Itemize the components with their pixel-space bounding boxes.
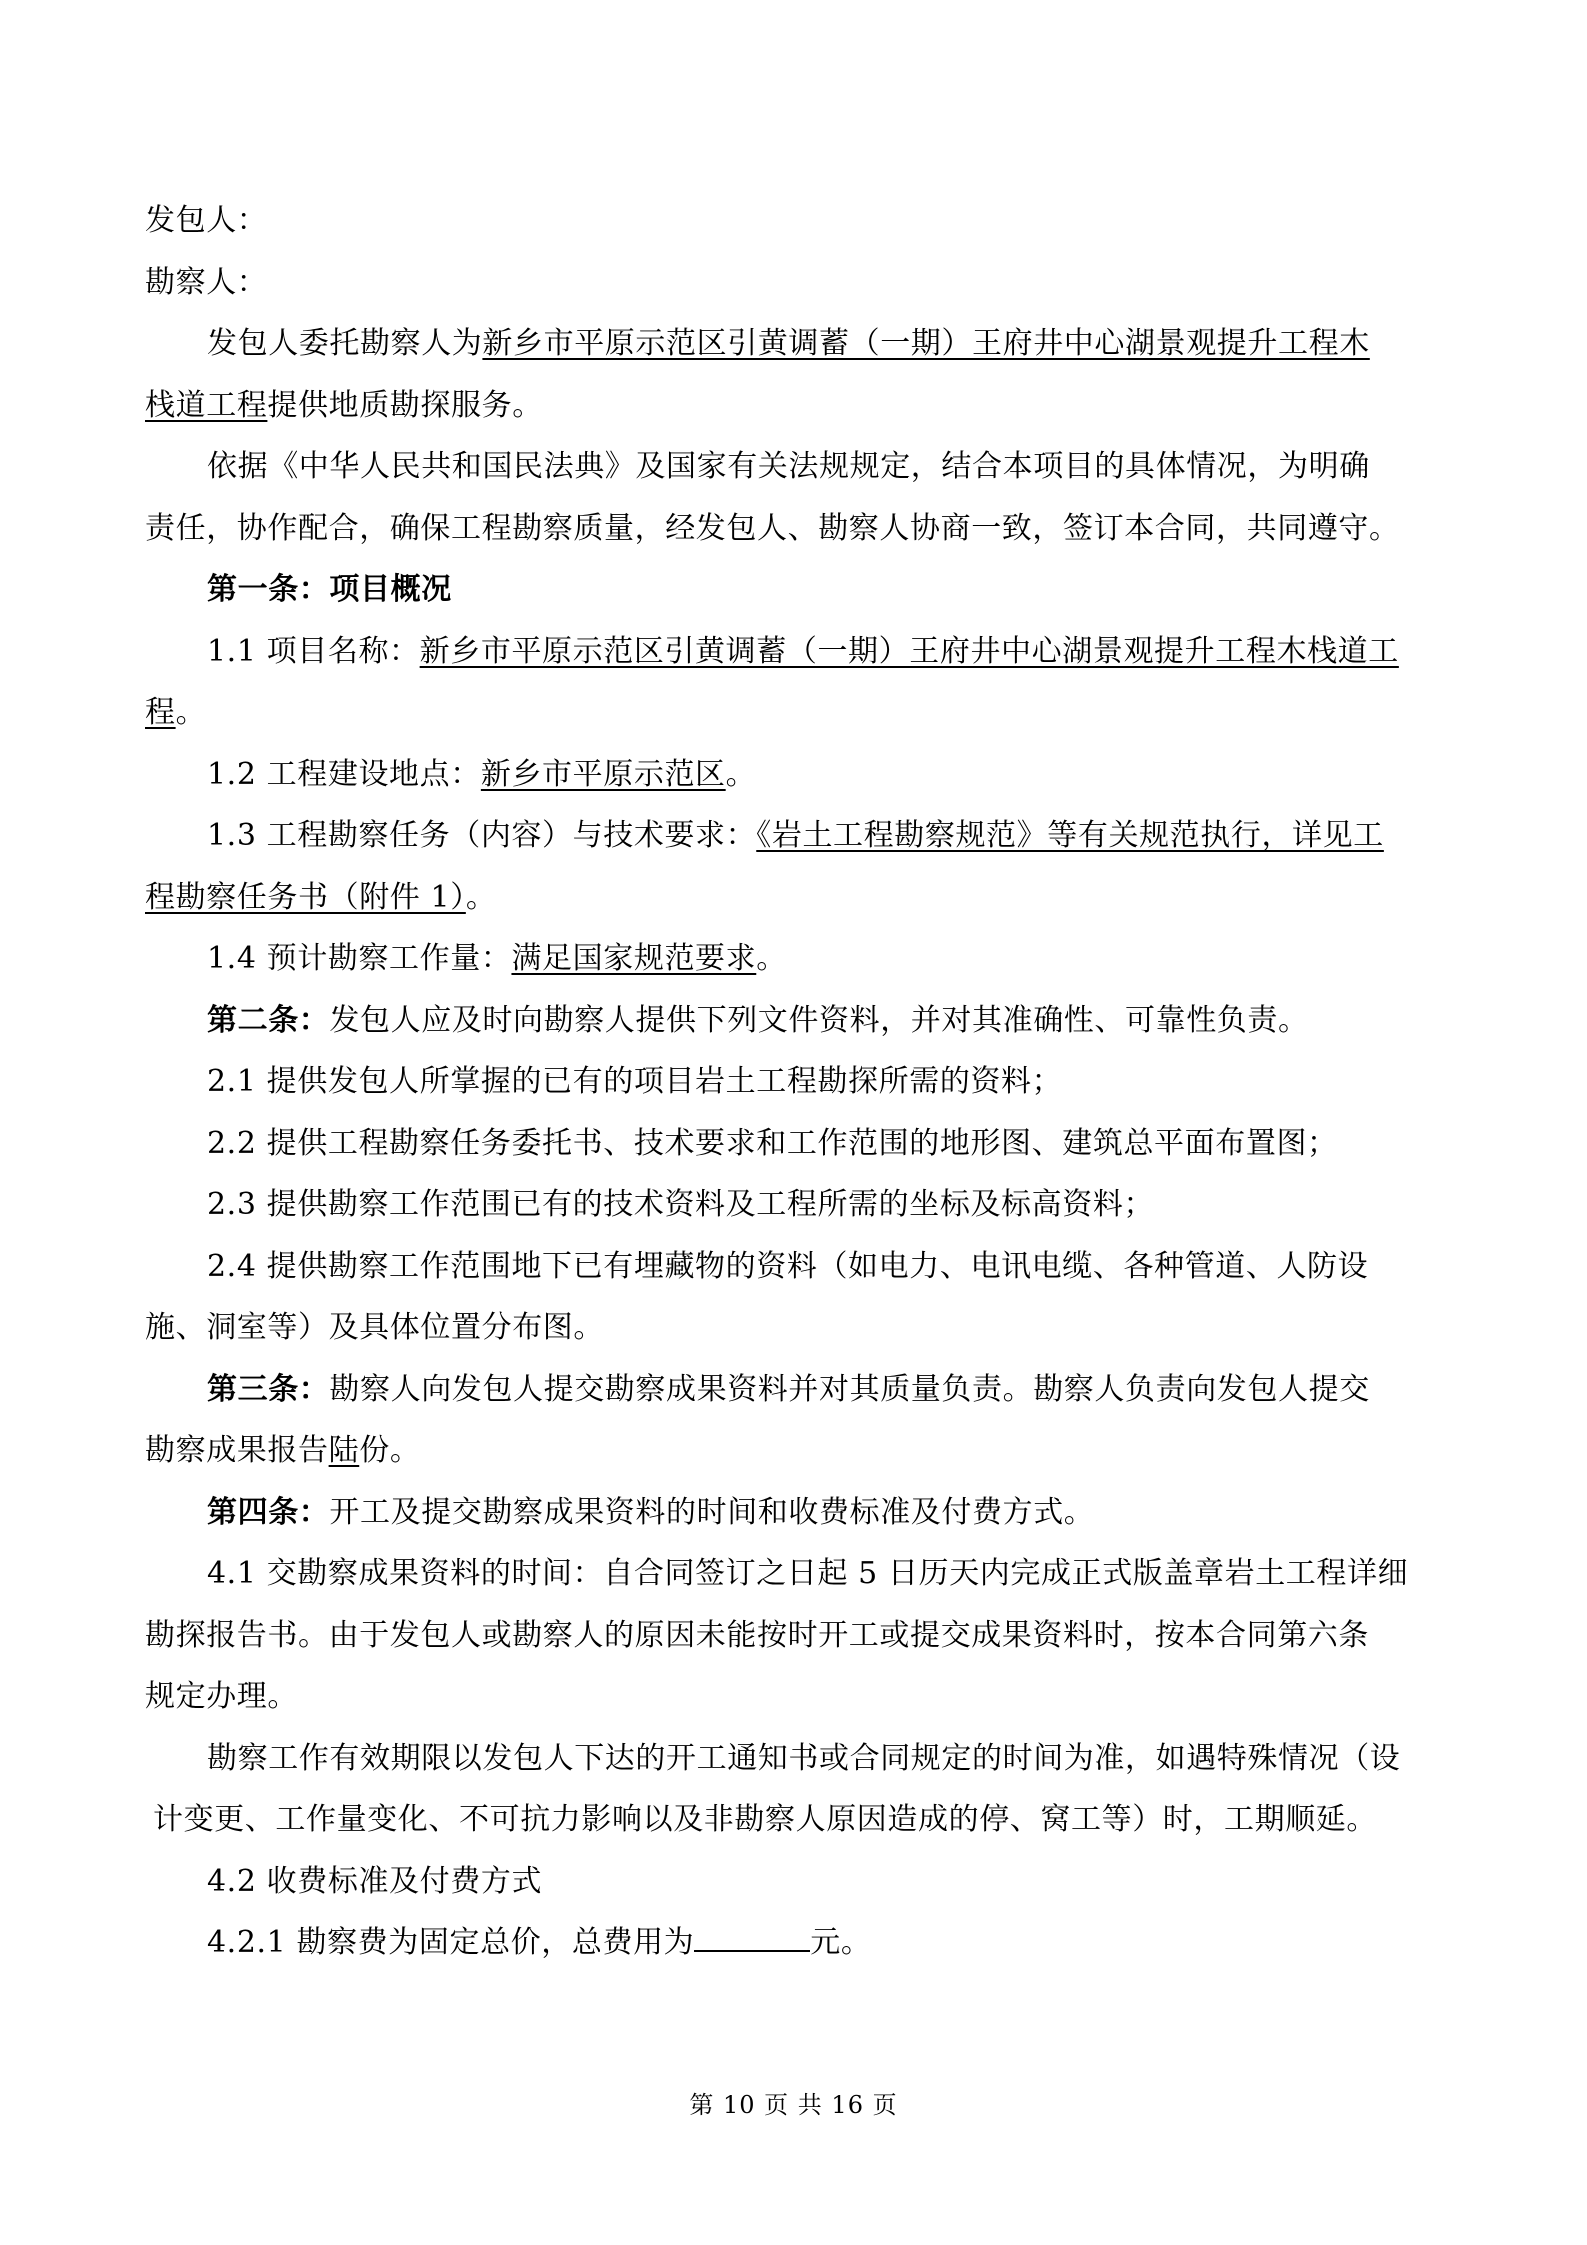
item-4-1-cont-1: 勘探报告书。由于发包人或勘察人的原因未能按时开工或提交成果资料时，按本合同第六条 xyxy=(145,1617,1369,1653)
article-1-title: 第一条：项目概况 xyxy=(207,572,452,607)
item-2-1: 2.1 提供发包人所掌握的已有的项目岩土工程勘探所需的资料； xyxy=(207,1064,1063,1099)
article-3-cont: 勘察成果报告陆份。 xyxy=(145,1433,421,1468)
project-name-underlined: 新乡市平原示范区引黄调蓄（一期）王府井中心湖景观提升工程木 xyxy=(482,326,1370,361)
item-4-1-cont-2: 规定办理。 xyxy=(145,1679,298,1714)
intro-paragraph-1: 发包人委托勘察人为新乡市平原示范区引黄调蓄（一期）王府井中心湖景观提升工程木 xyxy=(207,326,1370,361)
intro-paragraph-1-cont: 栈道工程提供地质勘探服务。 xyxy=(145,387,543,423)
item-1-3-cont: 程勘察任务书（附件 1）。 xyxy=(145,879,497,915)
period-paragraph-cont: 计变更、工作量变化、不可抗力影响以及非勘察人原因造成的停、窝工等）时，工期顺延。 xyxy=(153,1802,1377,1837)
item-1-1-cont: 程。 xyxy=(145,695,207,730)
item-1-2: 1.2 工程建设地点：新乡市平原示范区。 xyxy=(207,756,757,792)
article-4-title: 第四条： xyxy=(207,1494,330,1530)
fee-blank xyxy=(694,1926,810,1952)
item-1-1: 1.1 项目名称：新乡市平原示范区引黄调蓄（一期）王府井中心湖景观提升工程木栈道工 xyxy=(207,633,1399,669)
article-2-title: 第二条： xyxy=(207,1002,330,1038)
article-2: 第二条：发包人应及时向勘察人提供下列文件资料，并对其准确性、可靠性负责。 xyxy=(207,1002,1309,1038)
period-paragraph: 勘察工作有效期限以发包人下达的开工通知书或合同规定的时间为准，如遇特殊情况（设 xyxy=(207,1740,1401,1776)
item-1-3: 1.3 工程勘察任务（内容）与技术要求：《岩土工程勘察规范》等有关规范执行，详见工 xyxy=(207,818,1384,853)
article-3-title: 第三条： xyxy=(207,1371,330,1407)
document-body xyxy=(145,190,1445,1974)
item-4-2-1: 4.2.1 勘察费为固定总价，总费用为 元。 xyxy=(207,1925,872,1960)
intro-paragraph-2-cont: 责任，协作配合，确保工程勘察质量，经发包人、勘察人协商一致，签订本合同，共同遵守。 xyxy=(145,510,1400,546)
article-3: 第三条：勘察人向发包人提交勘察成果资料并对其质量负责。勘察人负责向发包人提交 xyxy=(207,1371,1370,1407)
surveyor-line: 勘察人： xyxy=(145,264,268,300)
intro-paragraph-2: 依据《中华人民共和国民法典》及国家有关法规规定，结合本项目的具体情况，为明确 xyxy=(207,449,1370,484)
employer-line: 发包人： xyxy=(145,203,268,238)
item-4-1: 4.1 交勘察成果资料的时间：自合同签订之日起 5 日历天内完成正式版盖章岩土工程详细 xyxy=(207,1556,1409,1591)
article-4: 第四条：开工及提交勘察成果资料的时间和收费标准及付费方式。 xyxy=(207,1494,1095,1530)
page-footer: 第 10 页 共 16 页 xyxy=(689,2091,898,2119)
item-2-4: 2.4 提供勘察工作范围地下已有埋藏物的资料（如电力、电讯电缆、各种管道、人防设 xyxy=(207,1248,1369,1284)
item-1-4: 1.4 预计勘察工作量：满足国家规范要求。 xyxy=(207,941,787,976)
item-2-2: 2.2 提供工程勘察任务委托书、技术要求和工作范围的地形图、建筑总平面布置图； xyxy=(207,1125,1338,1161)
copies-count: 陆 xyxy=(328,1433,360,1468)
item-2-4-cont: 施、洞室等）及具体位置分布图。 xyxy=(145,1310,604,1345)
item-4-2: 4.2 收费标准及付费方式 xyxy=(207,1863,543,1899)
item-2-3: 2.3 提供勘察工作范围已有的技术资料及工程所需的坐标及标高资料； xyxy=(207,1187,1155,1222)
